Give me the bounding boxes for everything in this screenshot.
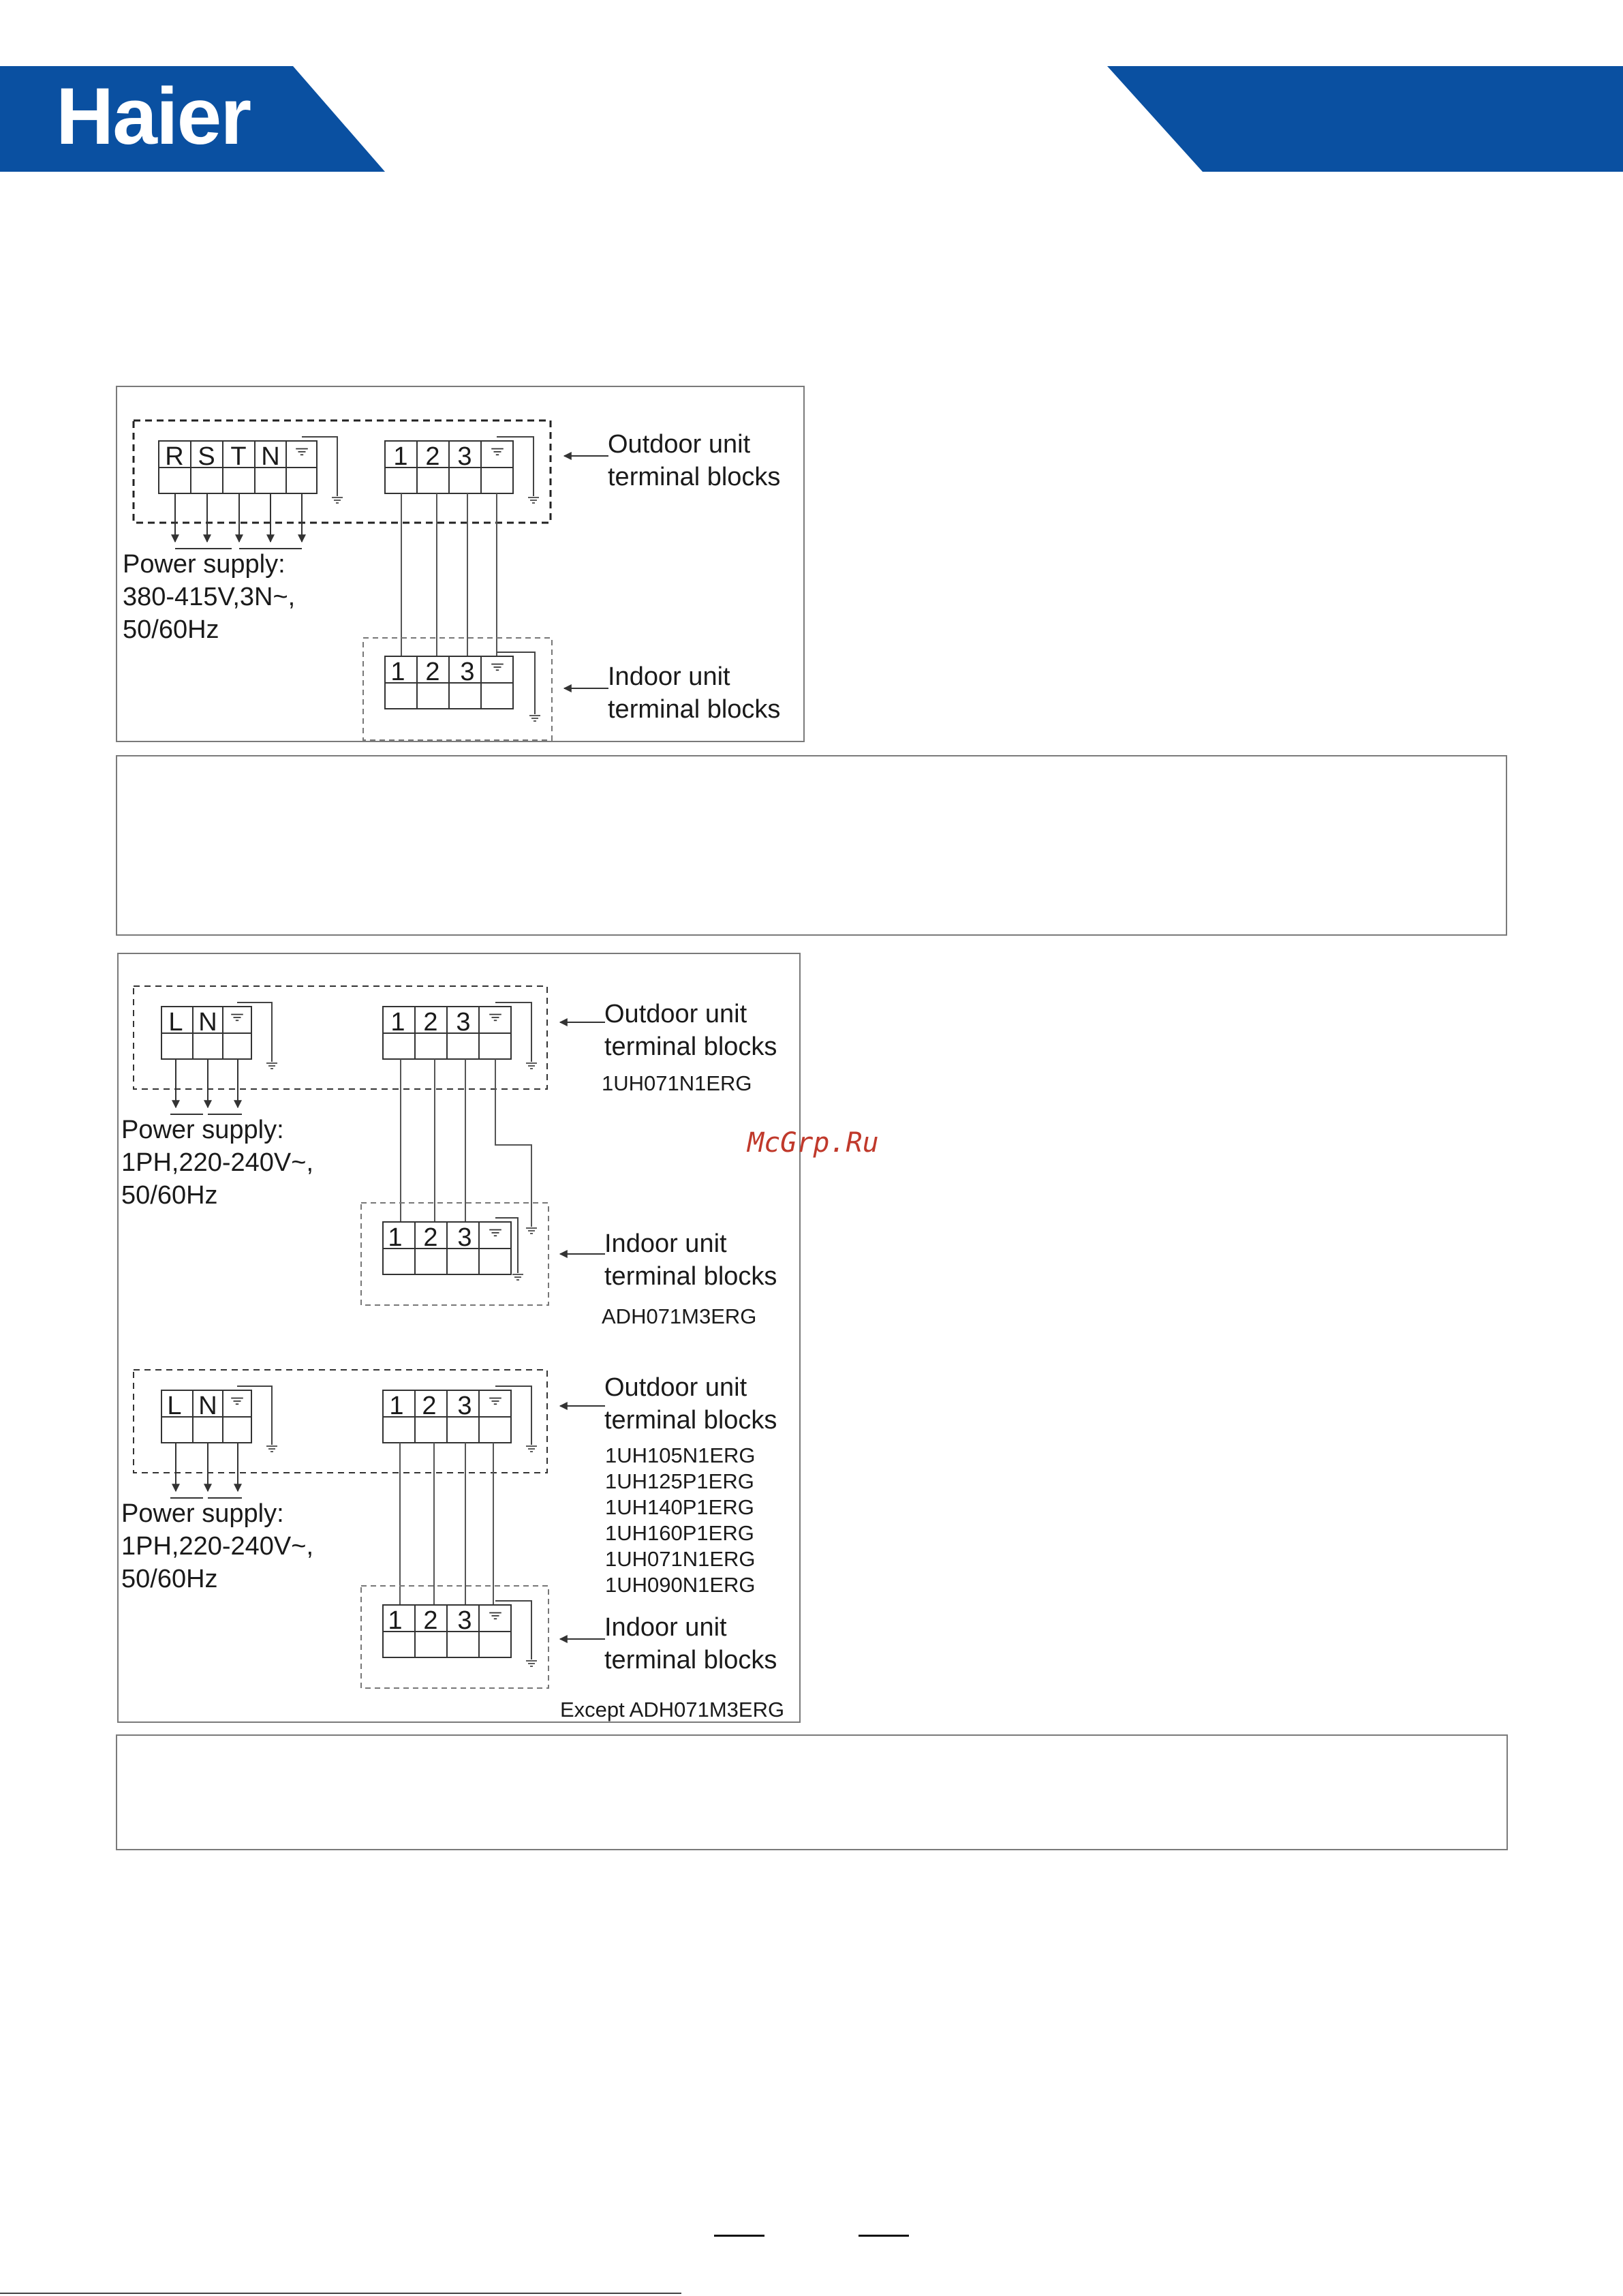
svg-text:1UH090N1ERG: 1UH090N1ERG bbox=[605, 1573, 756, 1597]
ground-icon bbox=[512, 1274, 523, 1280]
ground-icon bbox=[266, 1063, 277, 1069]
svg-text:2: 2 bbox=[425, 442, 440, 471]
power-terminal-block bbox=[161, 1386, 277, 1452]
outdoor-model-list bbox=[605, 1443, 756, 1597]
ground-icon bbox=[526, 1063, 537, 1069]
svg-text:3: 3 bbox=[457, 442, 472, 471]
svg-text:1: 1 bbox=[390, 1008, 405, 1037]
svg-text:380-415V,3N~,: 380-415V,3N~, bbox=[123, 583, 296, 611]
ground-icon bbox=[266, 1446, 277, 1452]
svg-text:1: 1 bbox=[390, 658, 405, 686]
footer-dash-left bbox=[714, 2235, 764, 2237]
ground-icon bbox=[332, 498, 343, 503]
svg-text:2: 2 bbox=[423, 1008, 438, 1037]
svg-text:1: 1 bbox=[388, 1606, 403, 1635]
diagram-1 bbox=[123, 420, 780, 740]
diagram-3 bbox=[121, 1370, 784, 1721]
interconnect-wires bbox=[401, 493, 497, 656]
ground-icon bbox=[528, 498, 539, 503]
haier-logo: Haier bbox=[56, 72, 251, 162]
power-supply-wires bbox=[175, 493, 302, 549]
svg-text:terminal blocks: terminal blocks bbox=[604, 1406, 777, 1435]
terminal-s: S bbox=[198, 442, 215, 471]
svg-text:2: 2 bbox=[423, 1606, 438, 1635]
terminal-n: N bbox=[198, 1008, 217, 1037]
indoor-terminal-block bbox=[385, 652, 540, 721]
indoor-model: ADH071M3ERG bbox=[602, 1304, 757, 1328]
svg-text:1UH105N1ERG: 1UH105N1ERG bbox=[605, 1443, 756, 1467]
svg-text:3: 3 bbox=[457, 1606, 472, 1635]
ground-icon bbox=[526, 1446, 537, 1452]
power-supply-wires bbox=[170, 1443, 242, 1498]
power-supply-label: Power supply: bbox=[121, 1499, 284, 1528]
svg-text:1UH071N1ERG: 1UH071N1ERG bbox=[605, 1547, 756, 1571]
terminal-l: L bbox=[168, 1008, 183, 1037]
svg-text:50/60Hz: 50/60Hz bbox=[121, 1565, 218, 1593]
svg-text:3: 3 bbox=[457, 1223, 472, 1252]
footer-rule bbox=[0, 2293, 681, 2294]
svg-text:terminal blocks: terminal blocks bbox=[604, 1262, 777, 1291]
interconnect-wires bbox=[401, 1059, 531, 1227]
svg-text:terminal blocks: terminal blocks bbox=[604, 1646, 777, 1674]
svg-text:1UH160P1ERG: 1UH160P1ERG bbox=[605, 1521, 754, 1545]
svg-text:terminal blocks: terminal blocks bbox=[604, 1032, 777, 1061]
indoor-label: Indoor unit bbox=[604, 1613, 727, 1642]
power-terminal-block bbox=[161, 1002, 277, 1069]
power-supply-label: Power supply: bbox=[123, 550, 285, 579]
indoor-note: Except ADH071M3ERG bbox=[560, 1698, 785, 1721]
indoor-label: Indoor unit bbox=[608, 662, 730, 691]
svg-text:3: 3 bbox=[457, 1392, 472, 1420]
svg-text:50/60Hz: 50/60Hz bbox=[123, 615, 219, 644]
outdoor-label: Outdoor unit bbox=[608, 430, 751, 459]
svg-text:50/60Hz: 50/60Hz bbox=[121, 1181, 218, 1210]
svg-text:3: 3 bbox=[456, 1008, 471, 1037]
outdoor-model: 1UH071N1ERG bbox=[602, 1071, 752, 1095]
svg-text:1UH140P1ERG: 1UH140P1ERG bbox=[605, 1495, 754, 1519]
terminal-r: R bbox=[165, 442, 184, 471]
svg-text:terminal blocks: terminal blocks bbox=[608, 463, 781, 491]
outdoor-link-terminal-block bbox=[385, 437, 539, 503]
watermark: McGrp.Ru bbox=[747, 1127, 879, 1159]
indoor-label: Indoor unit bbox=[604, 1229, 727, 1258]
terminal-n: N bbox=[261, 442, 280, 471]
indoor-terminal-block bbox=[383, 1601, 537, 1666]
svg-text:1PH,220-240V~,: 1PH,220-240V~, bbox=[121, 1148, 314, 1177]
indoor-terminal-block bbox=[383, 1218, 523, 1280]
power-supply-wires bbox=[170, 1059, 242, 1114]
svg-text:1PH,220-240V~,: 1PH,220-240V~, bbox=[121, 1532, 314, 1561]
svg-text:1: 1 bbox=[388, 1223, 403, 1252]
power-supply-label: Power supply: bbox=[121, 1116, 284, 1144]
interconnect-wires bbox=[400, 1443, 493, 1606]
diagram-2 bbox=[121, 986, 777, 1328]
svg-text:1: 1 bbox=[393, 442, 408, 471]
svg-text:2: 2 bbox=[425, 658, 440, 686]
outdoor-link-terminal-block bbox=[383, 1002, 537, 1069]
ground-icon bbox=[529, 716, 540, 721]
svg-text:3: 3 bbox=[460, 658, 475, 686]
svg-text:1UH125P1ERG: 1UH125P1ERG bbox=[605, 1469, 754, 1493]
power-terminal-block bbox=[159, 437, 343, 503]
terminal-n: N bbox=[198, 1392, 217, 1420]
ground-icon bbox=[526, 1228, 537, 1234]
terminal-l: L bbox=[167, 1392, 182, 1420]
terminal-t: T bbox=[230, 442, 247, 471]
svg-text:2: 2 bbox=[423, 1223, 438, 1252]
outdoor-label: Outdoor unit bbox=[604, 1373, 747, 1402]
outdoor-link-terminal-block bbox=[383, 1386, 537, 1452]
svg-text:2: 2 bbox=[422, 1392, 437, 1420]
ground-icon bbox=[526, 1661, 537, 1666]
svg-text:terminal blocks: terminal blocks bbox=[608, 695, 781, 724]
footer-dash-right bbox=[859, 2235, 909, 2237]
svg-text:1: 1 bbox=[389, 1392, 404, 1420]
outdoor-label: Outdoor unit bbox=[604, 1000, 747, 1028]
